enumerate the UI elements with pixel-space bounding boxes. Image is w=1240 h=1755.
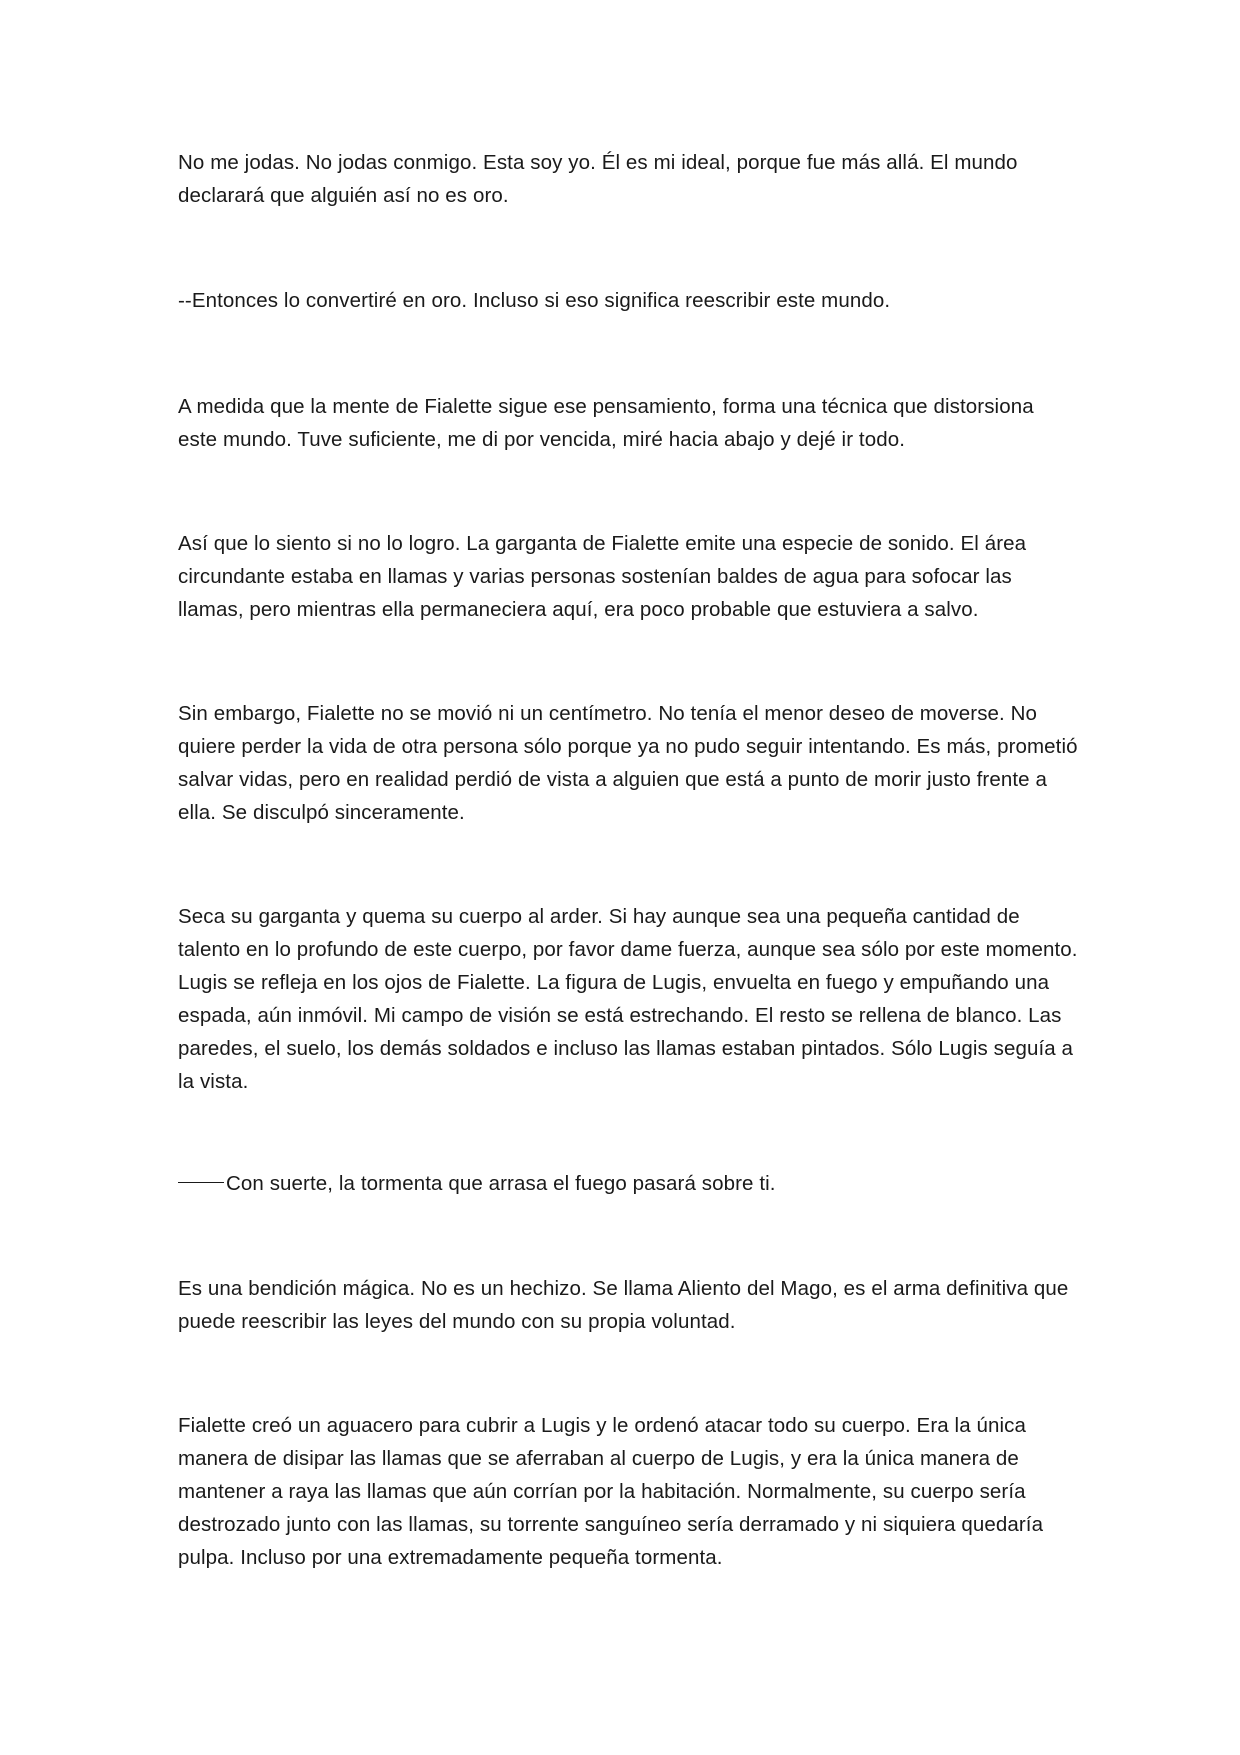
paragraph-4: Así que lo siento si no lo logro. La garganta de Fialette emite una especie de sonido. El área circundante estaba en llamas y varias personas sostenían baldes de agua para sofocar las llamas, pero mientras ella permaneciera aquí, era poco probable que estuviera a salvo. <box>178 532 1027 621</box>
paragraph-9: Fialette creó un aguacero para cubrir a Lugis y le ordenó atacar todo su cuerpo. Era la única manera de disipar las llamas que se aferraban al cuerpo de Lugis, y era la única manera de mantener a raya las llamas que aún corrían por la habitación. Normalmente, su cuerpo sería destrozado junto con las llamas, su torrente sanguíneo sería derramado y ni siquiera quedaría pulpa. Incluso por una extremadamente pequeña tormenta. <box>178 1414 1044 1569</box>
paragraph-5: Sin embargo, Fialette no se movió ni un centímetro. No tenía el menor deseo de moverse. No quiere perder la vida de otra persona sólo porque ya no pudo seguir intentando. Es más, prometió salvar vidas, pero en realidad perdió de vista a alguien que está a punto de morir justo frente a ella. Se disculpó sinceramente. <box>178 702 1078 824</box>
em-dash-rule <box>178 1182 224 1183</box>
paragraph-1: No me jodas. No jodas conmigo. Esta soy yo. Él es mi ideal, porque fue más allá. El mundo declarará que alguién así no es oro. <box>178 151 1018 207</box>
paragraph-2: --Entonces lo convertiré en oro. Incluso si eso significa reescribir este mundo. <box>178 289 891 312</box>
paragraph-6: Seca su garganta y quema su cuerpo al arder. Si hay aunque sea una pequeña cantidad de talento en lo profundo de este cuerpo, por favor dame fuerza, aunque sea sólo por este momento. Lugis se refleja en los ojos de Fialette. La figura de Lugis, envuelta en fuego y empuñando una espada, aún inmóvil. Mi campo de visión se está estrechando. El resto se rellena de blanco. Las paredes, el suelo, los demás soldados e incluso las llamas estaban pintados. Sólo Lugis seguía a la vista. <box>178 905 1078 1093</box>
paragraph-7 <box>178 1167 1078 1200</box>
paragraph-8: Es una bendición mágica. No es un hechizo. Se llama Aliento del Mago, es el arma definitiva que puede reescribir las leyes del mundo con su propia voluntad. <box>178 1277 1069 1333</box>
paragraph-3: A medida que la mente de Fialette sigue ese pensamiento, forma una técnica que distorsiona este mundo. Tuve suficiente, me di por vencida, miré hacia abajo y dejé ir todo. <box>178 395 1034 451</box>
paragraph-7-text: Con suerte, la tormenta que arrasa el fuego pasará sobre ti. <box>226 1172 776 1195</box>
